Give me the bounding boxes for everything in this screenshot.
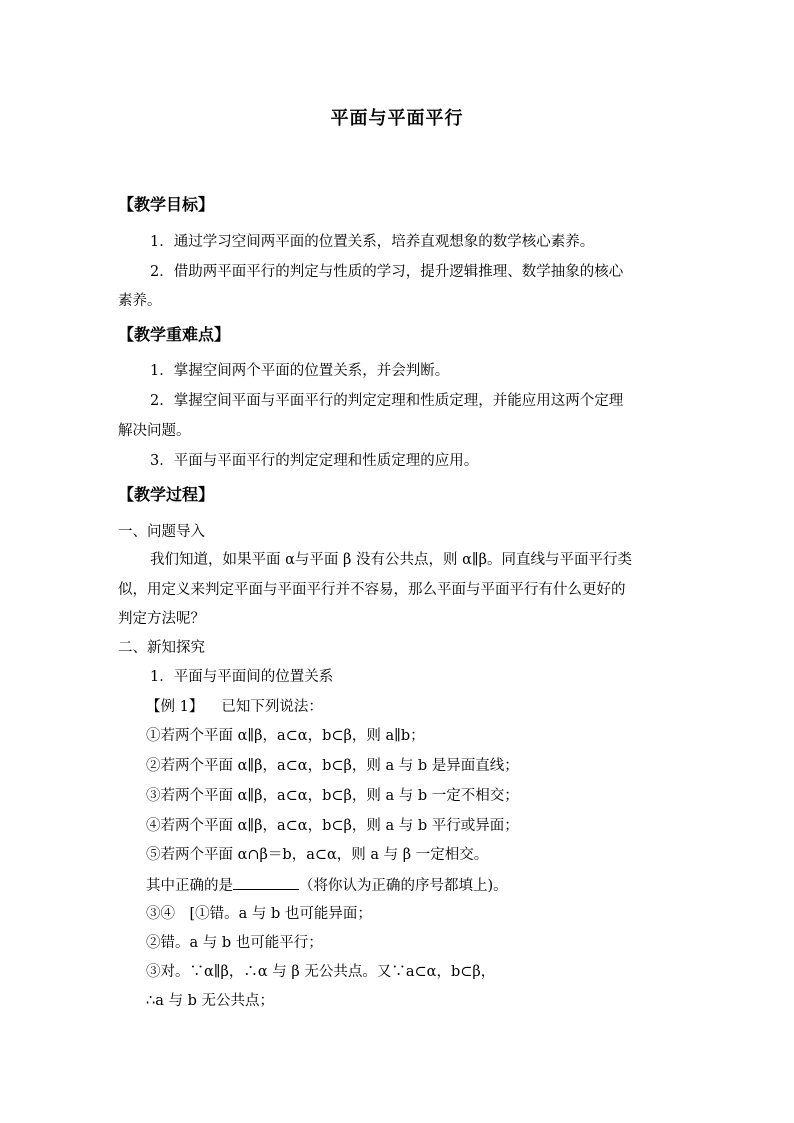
question-suffix: （将你认为正确的序号都填上)。 [299, 878, 508, 894]
intro-paragraph-line-2: 似，用定义来判定平面与平面平行并不容易，那么平面与平面平行有什么更好的 [118, 582, 626, 598]
section-heading-process: 【教学过程】 [118, 485, 215, 504]
statement-1: ①若两个平面 α∥β，a⊂α，b⊂β，则 a∥b； [146, 728, 425, 744]
answer-line-1: ③④ [①错。a 与 b 也可能异面； [146, 906, 372, 922]
part-2-title: 二、新知探究 [118, 640, 205, 656]
section-heading-key-points: 【教学重难点】 [118, 325, 231, 344]
question-prefix: 其中正确的是 [146, 878, 233, 894]
intro-paragraph-line-1: 我们知道，如果平面 α与平面 β 没有公共点，则 α∥β。同直线与平面平行类 [150, 552, 632, 568]
part-1-title: 一、问题导入 [118, 524, 205, 540]
example-label: 【例 1】 [146, 699, 204, 715]
section-heading-goals: 【教学目标】 [118, 195, 215, 214]
subsection-title: 1．平面与平面间的位置关系 [150, 669, 334, 685]
key-point-item-3: 3．平面与平面平行的判定定理和性质定理的应用。 [150, 453, 479, 469]
statement-2: ②若两个平面 α∥β，a⊂α，b⊂β，则 a 与 b 是异面直线； [146, 758, 519, 774]
statement-3: ③若两个平面 α∥β，a⊂α，b⊂β，则 a 与 b 一定不相交； [146, 788, 519, 804]
goal-item-2-line-1: 2．借助两平面平行的判定与性质的学习，提升逻辑推理、数学抽象的核心 [150, 264, 624, 280]
example-prompt: 已知下列说法： [221, 699, 323, 715]
document-title: 平面与平面平行 [330, 108, 464, 129]
answer-line-4: ∴a 与 b 无公共点； [146, 993, 274, 1009]
statement-4: ④若两个平面 α∥β，a⊂α，b⊂β，则 a 与 b 平行或异面； [146, 818, 519, 834]
goal-item-1: 1．通过学习空间两平面的位置关系，培养直观想象的数学核心素养。 [150, 234, 595, 250]
goal-item-2-line-2: 素养。 [118, 293, 162, 309]
example-line [146, 697, 323, 717]
key-point-item-2-line-1: 2．掌握空间平面与平面平行的判定定理和性质定理，并能应用这两个定理 [150, 393, 624, 409]
statement-5: ⑤若两个平面 α∩β＝b，a⊂α，则 a 与 β 一定相交。 [146, 847, 489, 863]
key-point-item-1: 1．掌握空间两个平面的位置关系，并会判断。 [150, 363, 450, 379]
intro-paragraph-line-3: 判定方法呢？ [118, 611, 205, 627]
key-point-item-2-line-2: 解决问题。 [118, 423, 191, 439]
question-line [146, 874, 508, 896]
answer-line-2: ②错。a 与 b 也可能平行； [146, 935, 323, 951]
answer-line-3: ③对。∵α∥β，∴α 与 β 无公共点。又∵a⊂α，b⊂β， [146, 964, 496, 980]
answer-blank [233, 874, 299, 890]
